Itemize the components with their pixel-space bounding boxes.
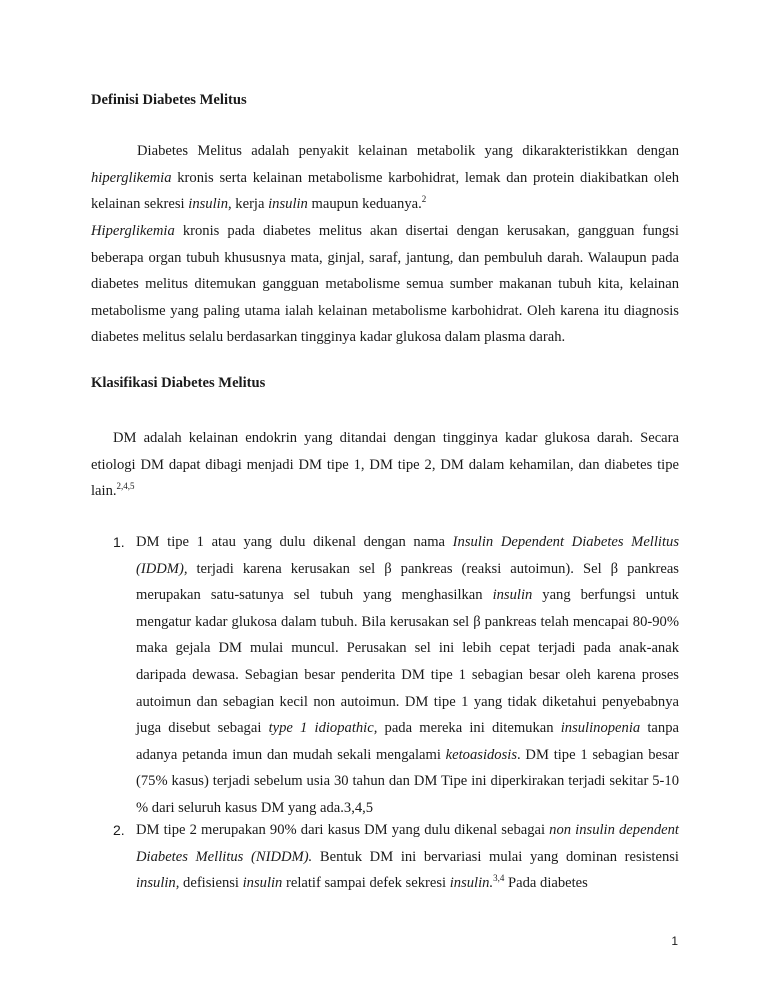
text-run: defisiensi <box>179 875 243 892</box>
text-run: . DM tipe 1 sebagian besar (75% kasus) terjadi sebelum usia 30 tahun dan DM Tipe ini diperkirakan terjadi sekitar 5-10 % dari seluruh kasus DM yang ada.3,4,5 <box>136 746 679 816</box>
text-italic: non insulin dependent Diabetes Mellitus (NIDDM). <box>136 822 679 865</box>
text-italic: insulin <box>268 196 308 213</box>
text-run: kronis serta kelainan metabolisme karbohidrat, lemak dan protein diakibatkan oleh kelainan sekresi <box>91 169 679 213</box>
text-italic: insulin <box>188 196 228 213</box>
list-item-text <box>136 529 679 822</box>
text-run: DM tipe 1 atau yang dulu dikenal dengan nama <box>136 534 453 550</box>
text-italic: insulin <box>492 587 533 604</box>
text-run: maupun keduanya. <box>307 196 422 213</box>
text-italic: ketoasidosis <box>445 746 518 763</box>
list-item <box>91 817 679 897</box>
text-run: relatif sampai defek sekresi <box>282 875 450 892</box>
citation: 2,4,5 <box>116 481 135 492</box>
heading-klasifikasi: Klasifikasi Diabetes Melitus <box>91 375 266 391</box>
text-italic: type 1 idiopathic, <box>268 720 378 737</box>
text-run: DM tipe 2 merupakan 90% dari kasus DM yang dulu dikenal sebagai <box>136 822 550 838</box>
text-run: DM adalah kelainan endokrin yang ditandai dengan tingginya kadar glukosa darah. Secara etiologi DM dapat dibagi menjadi DM tipe 1, DM tipe 2, DM dalam kehamilan, dan diabetes tipe lain. <box>91 430 679 500</box>
paragraph-klasifikasi <box>91 425 679 505</box>
heading-definisi: Definisi Diabetes Melitus <box>91 92 247 108</box>
text-italic: insulin, <box>136 875 180 892</box>
page-number: 1 <box>671 934 678 948</box>
text-run: Bentuk DM ini bervariasi mulai yang dominan resistensi <box>312 848 679 865</box>
text-run: kronis pada diabetes melitus akan disertai dengan kerusakan, gangguan fungsi beberapa organ tubuh khususnya mata, ginjal, saraf, jantung, dan pembuluh darah. Walaupun pada diabetes melitus ditemukan gangguan metabolisme semua sumber makanan tubuh kita, kelainan metabolisme yang paling utama ialah kelainan metabolisme karbohidrat. Oleh karena itu diagnosis diabetes melitus selalu berdasarkan tingginya kadar glukosa dalam plasma darah. <box>91 223 679 346</box>
citation: 3,4 <box>493 873 505 884</box>
text-run: tanpa adanya petanda imun dan mudah sekali mengalami <box>136 720 679 763</box>
citation: 2 <box>421 194 427 205</box>
text-run: terjadi karena kerusakan sel β pankreas (reaksi autoimun). Sel β pankreas merupakan satu-satunya sel tubuh yang menghasilkan <box>136 560 679 604</box>
text-italic: insulin. <box>449 875 494 892</box>
list-item <box>91 529 679 822</box>
text-run: , kerja <box>228 196 269 213</box>
text-italic: Insulin Dependent Diabetes Mellitus (IDDM), <box>136 534 679 577</box>
text-run: Diabetes Melitus adalah penyakit kelainan metabolik yang dikarakteristikkan dengan <box>137 143 679 159</box>
paragraph-definisi <box>91 138 679 218</box>
text-run: pada mereka ini ditemukan <box>377 720 561 737</box>
text-italic: insulinopenia <box>560 720 641 737</box>
text-run: yang berfungsi untuk mengatur kadar glukosa dalam tubuh. Bila kerusakan sel β pankreas telah mencapai 80-90% maka gejala DM mulai muncul. Perusakan sel ini lebih cepat terjadi pada anak-anak daripada dewasa. Sebagian besar penderita DM tipe 1 sebagian besar oleh karena proses autoimun dan sebagian kecil non autoimun. DM tipe 1 yang tidak diketahui penyebabnya juga disebut sebagai <box>136 587 679 737</box>
list-item-text <box>136 817 679 897</box>
list-number: 2. <box>113 822 125 838</box>
text-italic: Hiperglikemia <box>91 223 175 239</box>
paragraph-hiperglikemia <box>91 218 679 351</box>
list-number: 1. <box>113 534 125 550</box>
text-run: Pada diabetes <box>504 875 588 892</box>
text-italic: insulin <box>242 875 283 892</box>
text-italic: hiperglikemia <box>91 169 172 186</box>
